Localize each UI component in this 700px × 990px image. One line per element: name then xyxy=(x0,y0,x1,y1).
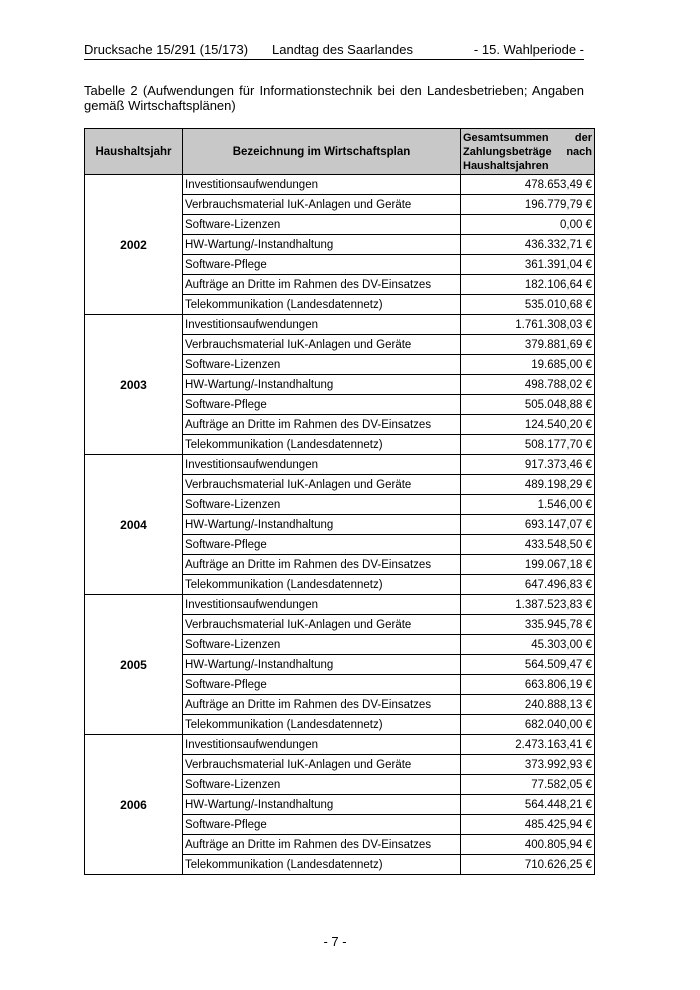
designation-cell: Software-Pflege xyxy=(183,395,461,415)
amount-cell: 917.373,46 € xyxy=(461,455,595,475)
amount-cell: 663.806,19 € xyxy=(461,675,595,695)
designation-cell: Investitionsaufwendungen xyxy=(183,735,461,755)
designation-cell: Telekommunikation (Landesdatennetz) xyxy=(183,855,461,875)
fiscal-year-cell: 2003 xyxy=(85,315,183,455)
amount-cell: 693.147,07 € xyxy=(461,515,595,535)
amount-cell: 1.761.308,03 € xyxy=(461,315,595,335)
table-caption: Tabelle 2 (Aufwendungen für Informationstechnik bei den Landesbetrieben; Angaben gemäß Wirtschaftsplänen) xyxy=(84,83,584,113)
table-row xyxy=(85,735,595,755)
amount-cell: 682.040,00 € xyxy=(461,715,595,735)
amount-cell: 240.888,13 € xyxy=(461,695,595,715)
amount-cell: 508.177,70 € xyxy=(461,435,595,455)
designation-cell: HW-Wartung/-Instandhaltung xyxy=(183,235,461,255)
designation-cell: Telekommunikation (Landesdatennetz) xyxy=(183,295,461,315)
designation-cell: Software-Lizenzen xyxy=(183,495,461,515)
designation-cell: Aufträge an Dritte im Rahmen des DV-Einsatzes xyxy=(183,415,461,435)
amount-cell: 199.067,18 € xyxy=(461,555,595,575)
designation-cell: Telekommunikation (Landesdatennetz) xyxy=(183,715,461,735)
designation-cell: HW-Wartung/-Instandhaltung xyxy=(183,655,461,675)
amount-cell: 373.992,93 € xyxy=(461,755,595,775)
designation-cell: Software-Lizenzen xyxy=(183,215,461,235)
designation-cell: Software-Pflege xyxy=(183,675,461,695)
amount-cell: 478.653,49 € xyxy=(461,175,595,195)
amount-cell: 400.805,94 € xyxy=(461,835,595,855)
amount-cell: 182.106,64 € xyxy=(461,275,595,295)
table-header-row xyxy=(85,129,595,175)
fiscal-year-cell: 2005 xyxy=(85,595,183,735)
amount-cell: 505.048,88 € xyxy=(461,395,595,415)
amount-cell: 379.881,69 € xyxy=(461,335,595,355)
amount-cell: 1.387.523,83 € xyxy=(461,595,595,615)
header-fiscal-year: Haushaltsjahr xyxy=(85,129,183,175)
table-row xyxy=(85,455,595,475)
designation-cell: Aufträge an Dritte im Rahmen des DV-Einsatzes xyxy=(183,835,461,855)
amount-cell: 361.391,04 € xyxy=(461,255,595,275)
designation-cell: Investitionsaufwendungen xyxy=(183,175,461,195)
designation-cell: Software-Lizenzen xyxy=(183,635,461,655)
amount-cell: 335.945,78 € xyxy=(461,615,595,635)
document-number: Drucksache 15/291 (15/173) xyxy=(84,42,249,57)
designation-cell: Verbrauchsmaterial IuK-Anlagen und Geräte xyxy=(183,755,461,775)
designation-cell: Software-Pflege xyxy=(183,815,461,835)
designation-cell: Verbrauchsmaterial IuK-Anlagen und Geräte xyxy=(183,615,461,635)
page-header xyxy=(84,42,584,58)
designation-cell: Investitionsaufwendungen xyxy=(183,455,461,475)
amount-cell: 535.010,68 € xyxy=(461,295,595,315)
amount-cell: 647.496,83 € xyxy=(461,575,595,595)
designation-cell: HW-Wartung/-Instandhaltung xyxy=(183,795,461,815)
amount-cell: 77.582,05 € xyxy=(461,775,595,795)
designation-cell: Aufträge an Dritte im Rahmen des DV-Einsatzes xyxy=(183,695,461,715)
amount-cell: 710.626,25 € xyxy=(461,855,595,875)
table-row xyxy=(85,315,595,335)
table-row xyxy=(85,175,595,195)
designation-cell: Investitionsaufwendungen xyxy=(183,595,461,615)
amount-cell: 489.198,29 € xyxy=(461,475,595,495)
amount-cell: 564.509,47 € xyxy=(461,655,595,675)
header-divider xyxy=(84,59,584,60)
amount-cell: 45.303,00 € xyxy=(461,635,595,655)
parliament-name: Landtag des Saarlandes xyxy=(272,42,413,57)
designation-cell: Telekommunikation (Landesdatennetz) xyxy=(183,575,461,595)
amount-cell: 564.448,21 € xyxy=(461,795,595,815)
designation-cell: Telekommunikation (Landesdatennetz) xyxy=(183,435,461,455)
amount-cell: 0,00 € xyxy=(461,215,595,235)
amount-cell: 485.425,94 € xyxy=(461,815,595,835)
page-number: - 7 - xyxy=(323,934,347,949)
amount-cell: 196.779,79 € xyxy=(461,195,595,215)
fiscal-year-cell: 2002 xyxy=(85,175,183,315)
fiscal-year-cell: 2004 xyxy=(85,455,183,595)
legislative-period: - 15. Wahlperiode - xyxy=(473,42,584,57)
amount-cell: 1.546,00 € xyxy=(461,495,595,515)
table-row xyxy=(85,595,595,615)
fiscal-year-cell: 2006 xyxy=(85,735,183,875)
designation-cell: HW-Wartung/-Instandhaltung xyxy=(183,515,461,535)
header-total-amount: Gesamtsummen der Zahlungsbeträge nach Haushaltsjahren xyxy=(461,129,595,175)
amount-cell: 436.332,71 € xyxy=(461,235,595,255)
amount-cell: 19.685,00 € xyxy=(461,355,595,375)
amount-cell: 498.788,02 € xyxy=(461,375,595,395)
designation-cell: Software-Pflege xyxy=(183,255,461,275)
amount-cell: 124.540,20 € xyxy=(461,415,595,435)
table-body xyxy=(85,175,595,875)
designation-cell: HW-Wartung/-Instandhaltung xyxy=(183,375,461,395)
designation-cell: Verbrauchsmaterial IuK-Anlagen und Geräte xyxy=(183,195,461,215)
designation-cell: Verbrauchsmaterial IuK-Anlagen und Geräte xyxy=(183,475,461,495)
amount-cell: 433.548,50 € xyxy=(461,535,595,555)
it-expenditure-table xyxy=(84,128,595,875)
designation-cell: Software-Lizenzen xyxy=(183,775,461,795)
designation-cell: Software-Pflege xyxy=(183,535,461,555)
designation-cell: Aufträge an Dritte im Rahmen des DV-Einsatzes xyxy=(183,275,461,295)
designation-cell: Investitionsaufwendungen xyxy=(183,315,461,335)
header-designation: Bezeichnung im Wirtschaftsplan xyxy=(183,129,461,175)
designation-cell: Verbrauchsmaterial IuK-Anlagen und Geräte xyxy=(183,335,461,355)
designation-cell: Aufträge an Dritte im Rahmen des DV-Einsatzes xyxy=(183,555,461,575)
designation-cell: Software-Lizenzen xyxy=(183,355,461,375)
amount-cell: 2.473.163,41 € xyxy=(461,735,595,755)
